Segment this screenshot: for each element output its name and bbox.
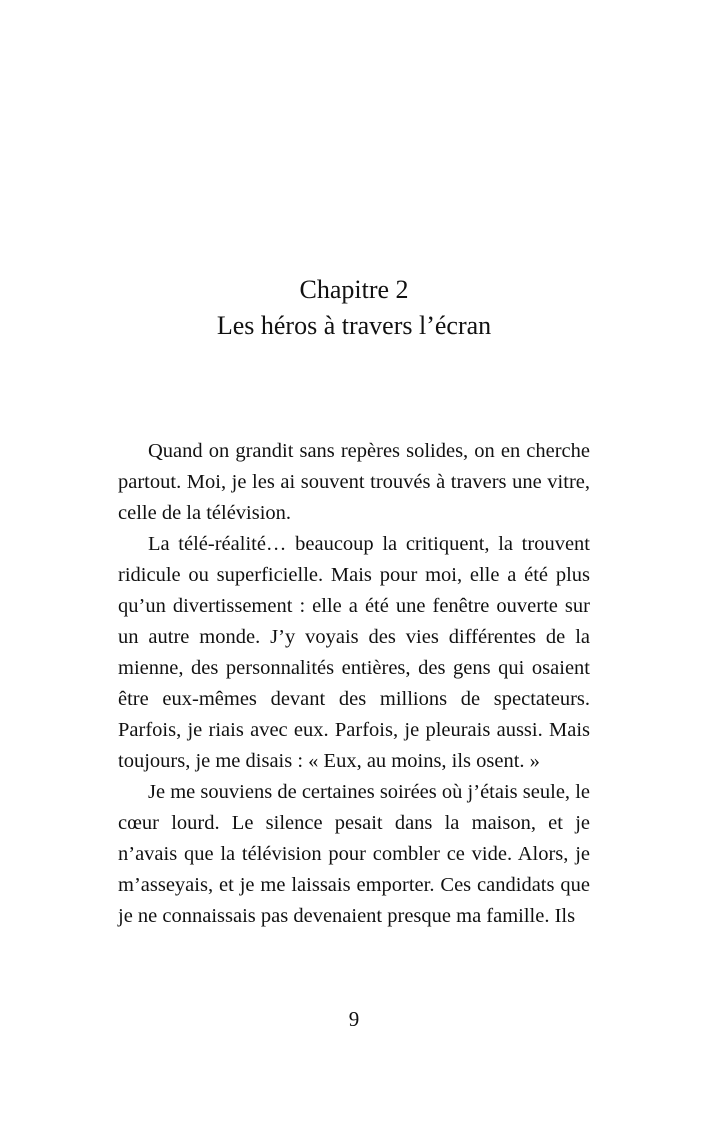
paragraph: Quand on grandit sans repères solides, on en cherche partout. Moi, je les ai souvent trouvés à travers une vitre, celle de la télévision.	[118, 440, 590, 524]
chapter-heading	[0, 272, 708, 344]
paragraph: La télé-réalité… beaucoup la critiquent, la trouvent ridicule ou superficielle. Mais pour moi, elle a été plus qu’un divertissement : elle a été une fenêtre ouverte sur un autre monde. J’y voyais des vies différentes de la mienne, des personnalités entières, des gens qui osaient être eux-mêmes devant des millions de spectateurs. Parfois, je riais avec eux. Parfois, je pleurais aussi. Mais toujours, je me disais : « Eux, au moins, ils osent. »	[118, 533, 590, 772]
paragraph: Je me souviens de certaines soirées où j’étais seule, le cœur lourd. Le silence pesait dans la maison, et je n’avais que la télévision pour combler ce vide. Alors, je m’asseyais, et je me laissais emporter. Ces candidats que je ne connaissais pas devenaient presque ma famille. Ils	[118, 781, 590, 927]
chapter-title: Les héros à travers l’écran	[216, 311, 492, 340]
page-number: 9	[348, 1007, 360, 1031]
chapter-number: Chapitre 2	[299, 275, 409, 304]
body-text	[118, 436, 590, 932]
